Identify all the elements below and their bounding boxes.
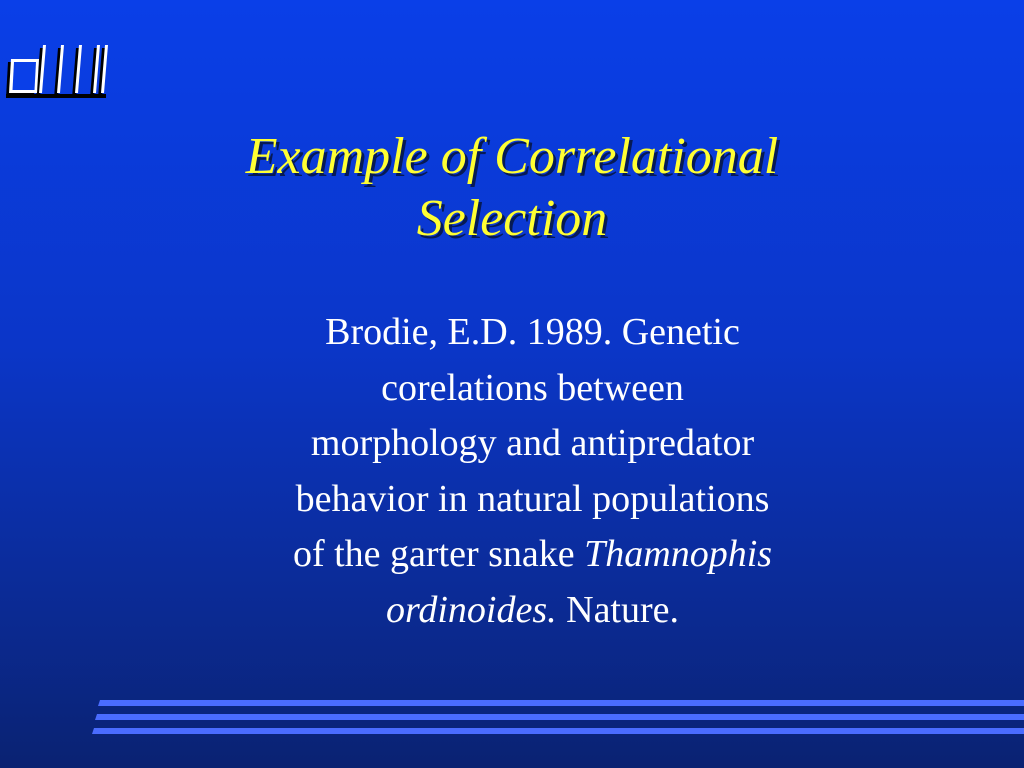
citation-line-5 bbox=[205, 527, 860, 583]
species-genus: Thamnophis bbox=[584, 533, 773, 575]
footer-stripes-decoration bbox=[92, 698, 1024, 738]
citation-line-1: Brodie, E.D. 1989. Genetic bbox=[325, 311, 740, 353]
citation-line-2: corelations between bbox=[381, 366, 684, 409]
journal-name: Nature. bbox=[556, 588, 680, 631]
citation-line-3: morphology and antipredator bbox=[310, 422, 755, 464]
slide-title-line-1: Example of Correlational bbox=[245, 128, 779, 185]
citation-line-4: behavior in natural populations bbox=[295, 477, 770, 520]
citation-line-6 bbox=[205, 583, 860, 639]
slide-title-line-2: Selection bbox=[416, 190, 608, 247]
species-epithet: ordinoides. bbox=[385, 588, 557, 631]
slide-logo-mark bbox=[2, 40, 114, 102]
slide-title bbox=[150, 126, 874, 250]
citation-text bbox=[205, 305, 860, 638]
citation-line-5-text: of the garter snake bbox=[292, 533, 585, 575]
